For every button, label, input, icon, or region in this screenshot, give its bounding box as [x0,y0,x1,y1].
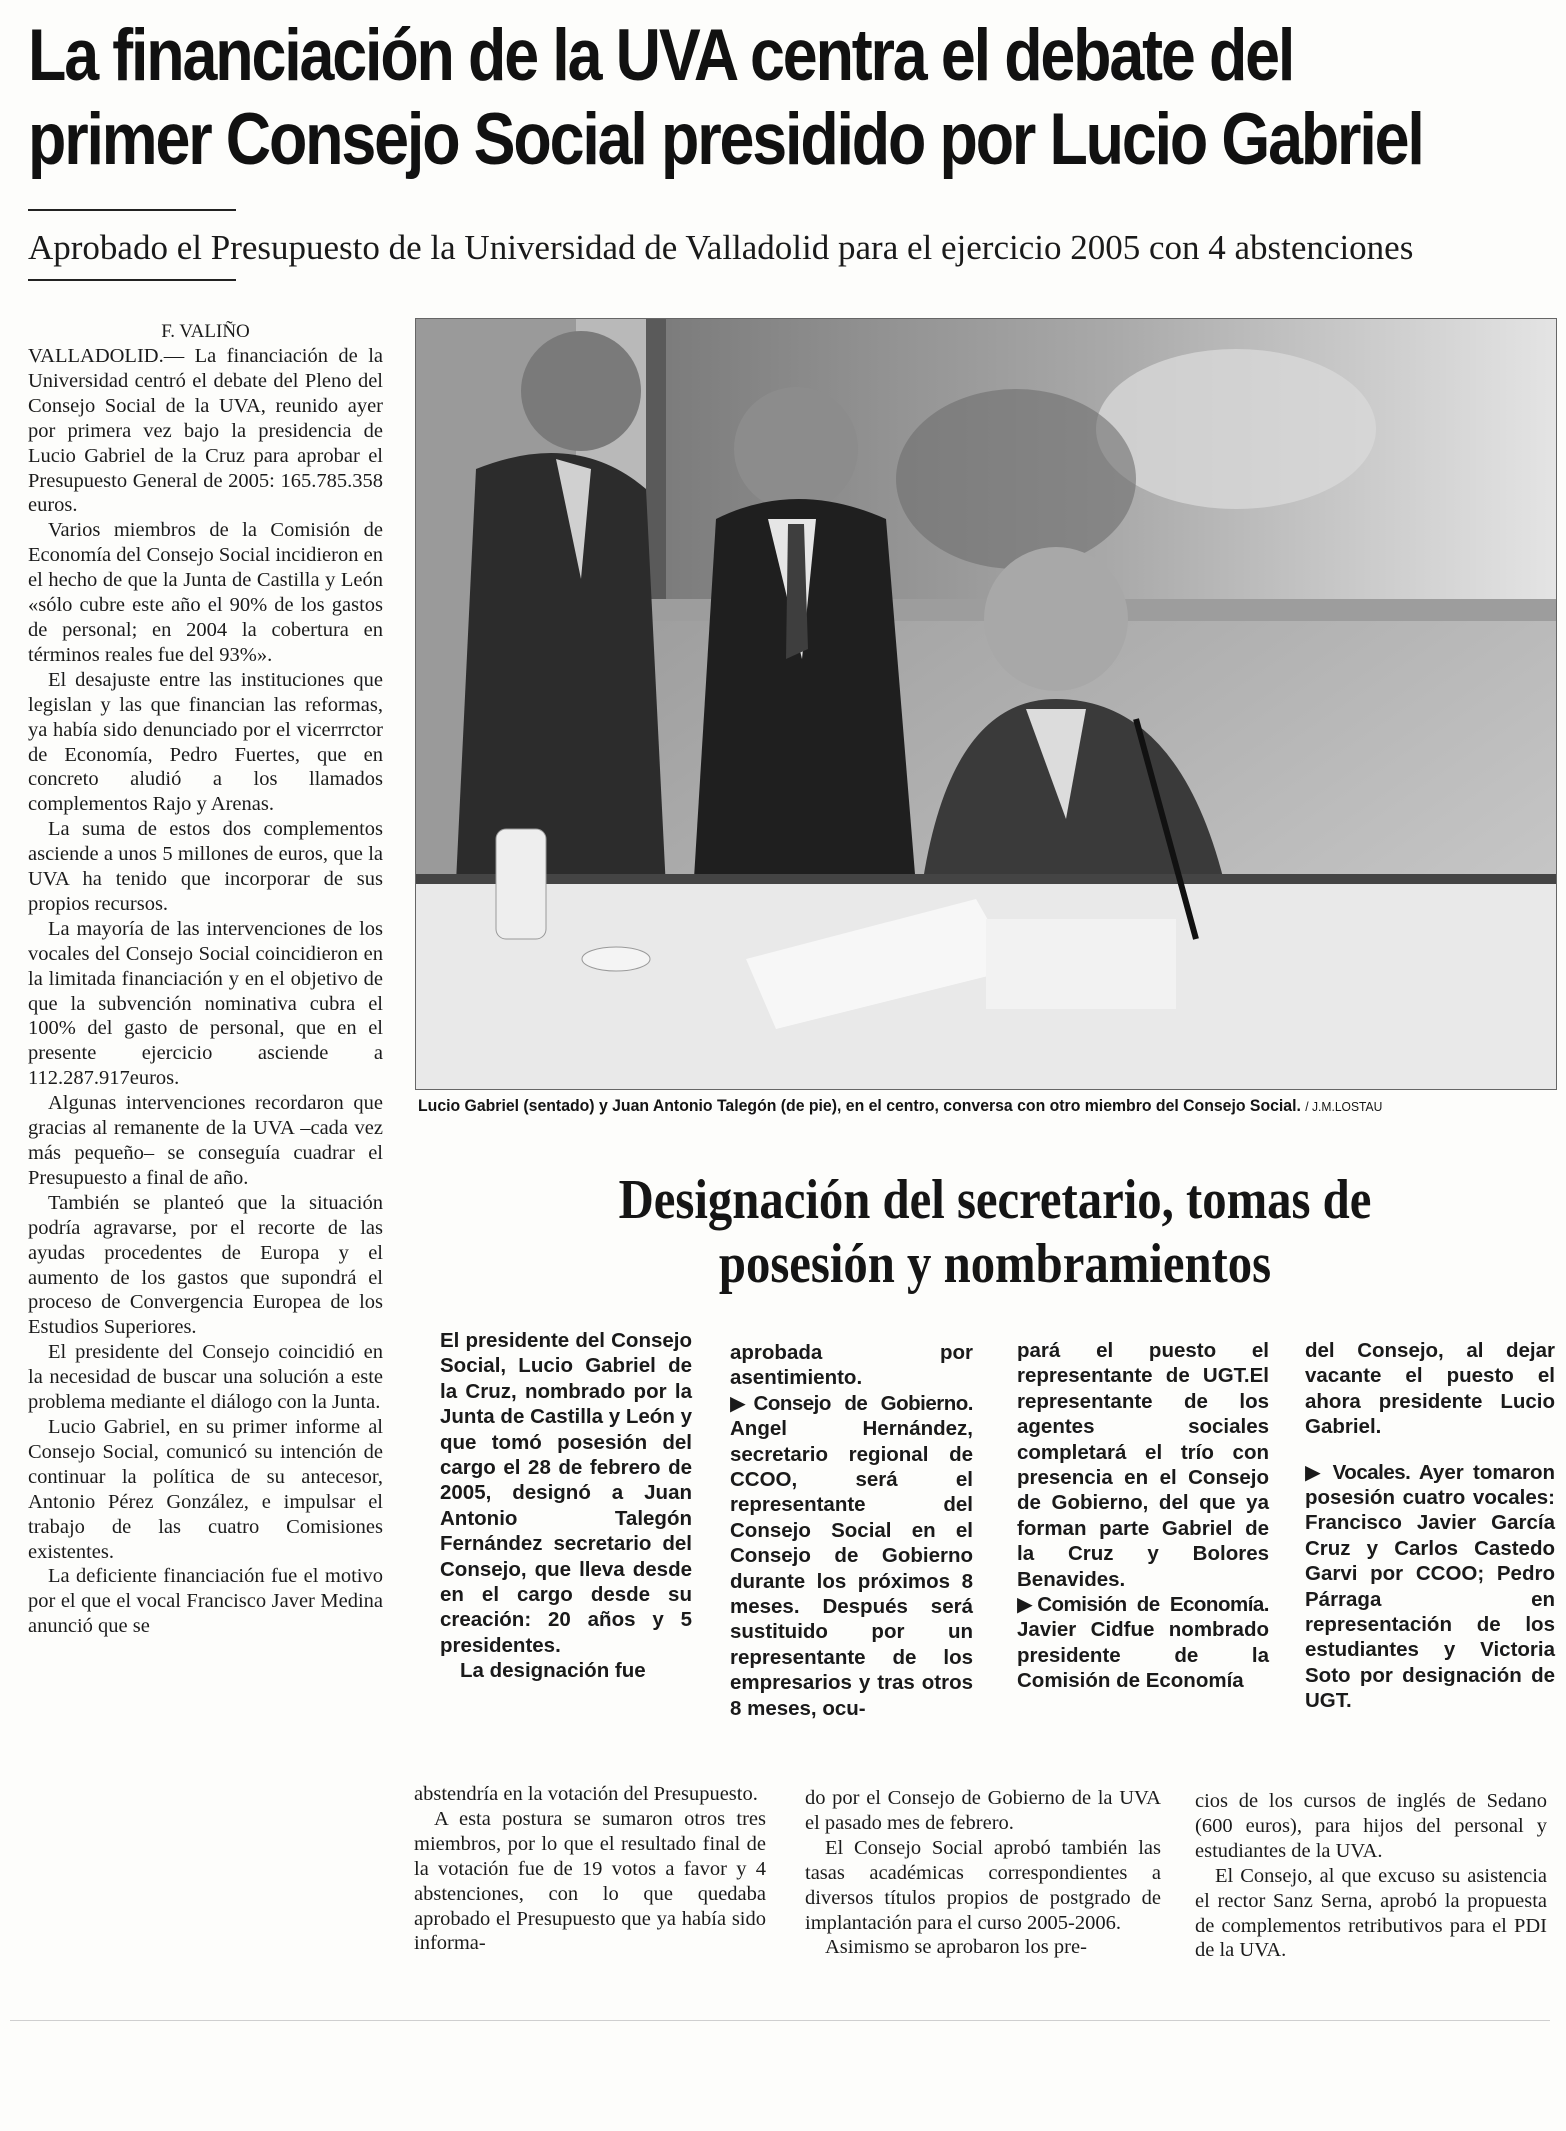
paragraph: Asimismo se aprobaron los pre- [825,1936,1087,1959]
sidebar-column-1 [440,1328,692,1684]
paragraph: La deficiente financiación fue el motivo por el que el vocal Francisco Javer Medina anunció que se [28,1565,383,1638]
headline-line-1: La financiación de la UVA centra el debate del [28,15,1294,96]
paragraph: El presidente del Consejo coincidió en la necesidad de buscar una solución a este problema mediante el diálogo con la Junta. [28,1341,383,1414]
bottom-column-1 [414,1782,766,1956]
sidebar-title [512,1168,1478,1296]
paragraph: del Consejo, al dejar vacante el puesto el ahora presidente Lucio Gabriel. [1305,1339,1555,1439]
paragraph: El desajuste entre las instituciones que legislan y las que financian las reformas, ya había sido denunciado por el vicerrrctor de Economía, Pedro Fuertes, que en concreto aludió a los llamados complementos Rajo y Arenas. [28,668,383,816]
headline [28,14,1550,182]
paragraph [730,1391,973,1721]
byline: F. VALIÑO [161,321,250,342]
sidebar-title-line-1: Designación del secretario, tomas de [618,1169,1372,1231]
paragraph: El presidente del Consejo Social, Lucio Gabriel de la Cruz, nombrado por la Junta de Castilla y León y que tomó posesión del cargo el 28 de febrero de 2005, designó a Juan Antonio Talegón Fernández secretario del Consejo, que lleva desde en el cargo desde su creación: 20 años y 5 presidentes. [440,1329,692,1657]
paragraph: Lucio Gabriel, en su primer informe al Consejo Social, comunicó su intención de continuar la política de su antecesor, Antonio Pérez González, e impulsar el trabajo de las cuatro Comisiones existentes. [28,1415,383,1563]
photo-credit: / J.M.LOSTAU [1305,1099,1383,1114]
photo-caption [418,1094,1478,1119]
headline-rule [28,209,236,211]
paragraph-body: Ayer tomaron posesión cuatro vocales: Francisco Javier García Cruz y Carlos Castedo Garvi por CCOO; Pedro Párraga en representación de los estudiantes y Victoria Soto por designación de UGT. [1305,1460,1555,1713]
paragraph: abstendría en la votación del Presupuesto. [414,1783,758,1805]
bottom-column-2 [805,1786,1161,1960]
paragraph: El Consejo, al que excuso su asistencia el rector Sanz Serna, aprobó la propuesta de complementos retributivos para el PDI de la UVA. [1195,1864,1547,1962]
kicker-consejo-gobierno: ▶Consejo de Gobierno. [730,1391,973,1415]
paragraph: Algunas intervenciones recordaron que gracias al remanente de la UVA –cada vez más pequeño– se conseguía cuadrar el Presupuesto a final de año. [28,1092,383,1189]
paragraph [1017,1592,1269,1694]
paragraph: La suma de estos dos complementos asciende a unos 5 millones de euros, que la UVA ha tenido que incorporar de sus propios recursos. [28,818,383,915]
paragraph: La designación fue [460,1659,646,1683]
paragraph: pará el puesto el representante de UGT.El representante de los agentes sociales completará el trío con presencia en el Consejo de Gobierno, del que ya forman parte Gabriel de la Cruz y Bolores Benavides. [1017,1339,1269,1591]
paragraph: También se planteó que la situación podría agravarse, por el recorte de las ayudas procedentes de Europa y el aumento de los gastos que supondrá el proceso de Convergencia Europea de los Estudios Superiores. [28,1191,383,1339]
paragraph-body: Angel Hernández, secretario regional de CCOO, será el representante del Consejo Social en el Consejo de Gobierno durante los próximos 8 meses. Después será sustituido por un representante de los empresarios y tras otros 8 meses, ocu- [730,1417,973,1720]
sidebar-title-line-2: posesión y nombramientos [718,1233,1272,1295]
paragraph: Varios miembros de la Comisión de Economía del Consejo Social incidieron en el hecho de que la Junta de Castilla y León «sólo cubre este año el 90% de los gastos de personal; en 2004 la cobertura en términos reales fue del 93%». [28,519,383,666]
news-photo [415,318,1557,1090]
sidebar-column-3 [1017,1338,1269,1694]
paragraph: aprobada por asentimiento. [730,1341,973,1390]
page-bottom-rule [10,2020,1550,2021]
kicker-vocales: ▶ Vocales. [1305,1460,1411,1484]
headline-line-2: primer Consejo Social presidido por Lucio Gabriel [28,99,1423,180]
paragraph: La mayoría de las intervenciones de los vocales del Consejo Social coincidieron en la limitada financiación y en el objetivo de que la subvención nominativa cubra el 100% del gasto de personal, que en el presente ejercicio asciende a 112.287.917euros. [28,917,383,1090]
paragraph: El Consejo Social aprobó también las tasas académicas correspondientes a diversos títulos propios de postgrado de implantación para el curso 2005-2006. [805,1836,1161,1934]
subheadline: Aprobado el Presupuesto de la Universidad de Valladolid para el ejercicio 2005 con 4 abstenciones [28,228,1414,267]
left-column [28,320,383,1639]
photo-scene [416,319,1556,1089]
paragraph-body: Javier Cidfue nombrado presidente de la Comisión de Economía [1017,1618,1269,1693]
caption-text: Lucio Gabriel (sentado) y Juan Antonio Talegón (de pie), en el centro, conversa con otro miembro del Consejo Social. [418,1096,1301,1115]
paragraph: VALLADOLID.— La financiación de la Universidad centró el debate del Pleno del Consejo Social de la UVA, reunido ayer por primera vez bajo la presidencia de Lucio Gabriel de la Cruz para aprobar el Presupuesto General de 2005: 165.785.358 euros. [28,345,383,517]
paragraph: do por el Consejo de Gobierno de la UVA el pasado mes de febrero. [805,1787,1161,1834]
kicker-comision-economia: ▶Comisión de Economía. [1017,1593,1269,1617]
paragraph: cios de los cursos de inglés de Sedano (600 euros), para hijos del personal y estudiantes de la UVA. [1195,1790,1547,1862]
subheadline-rule [28,279,236,281]
paragraph: A esta postura se sumaron otros tres miembros, por lo que el resultado final de la votación fue de 19 votos a favor y 4 abstenciones, con lo que quedaba aprobado el Presupuesto que ya había sido informa- [414,1807,766,1955]
bottom-column-3 [1195,1789,1547,1963]
sidebar-column-4 [1305,1338,1555,1714]
paragraph [1305,1460,1555,1714]
sidebar-column-2 [730,1340,973,1721]
